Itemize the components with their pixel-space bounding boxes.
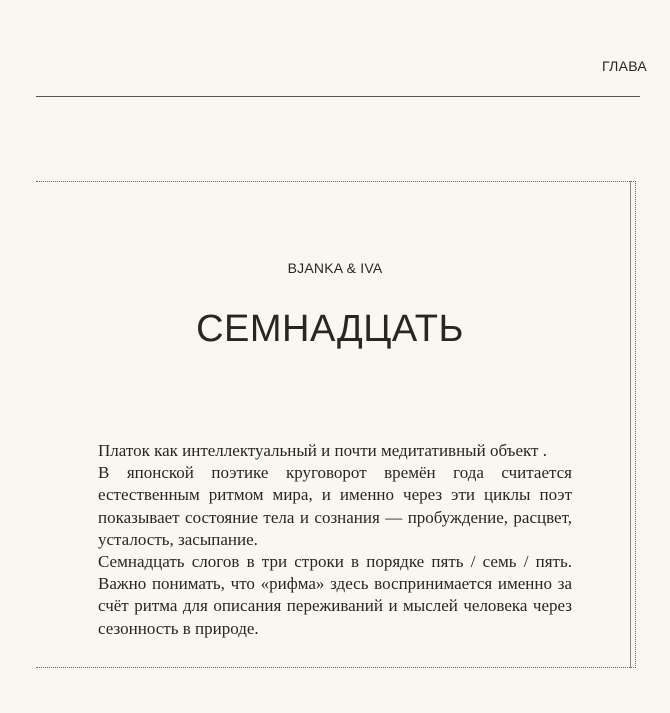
header-divider [36,96,640,97]
card-side-border [630,181,631,668]
article-paragraph-1: Платок как интеллектуальный и почти медитативный объект . [98,441,547,460]
article-paragraph-2: В японской поэтике круговорот времён года считается естественным ритмом мира, и именно через эти циклы поэт показывает состояние тела и сознания — пробуждение, расцвет, усталость, засыпание. [98,463,572,549]
article-body [98,440,572,640]
article-title: СЕМНАДЦАТЬ [196,308,464,350]
article-paragraph-3: Семнадцать слогов в три строки в порядке пять / семь / пять. Важно понимать, что «рифма» здесь воспринимается именно за счёт ритма для описания переживаний и мыслей человека через сезонность в природе. [98,552,572,638]
nav-link-chapter[interactable]: ГЛАВА [602,58,648,74]
article-author: BJANKA & IVA [287,260,383,276]
